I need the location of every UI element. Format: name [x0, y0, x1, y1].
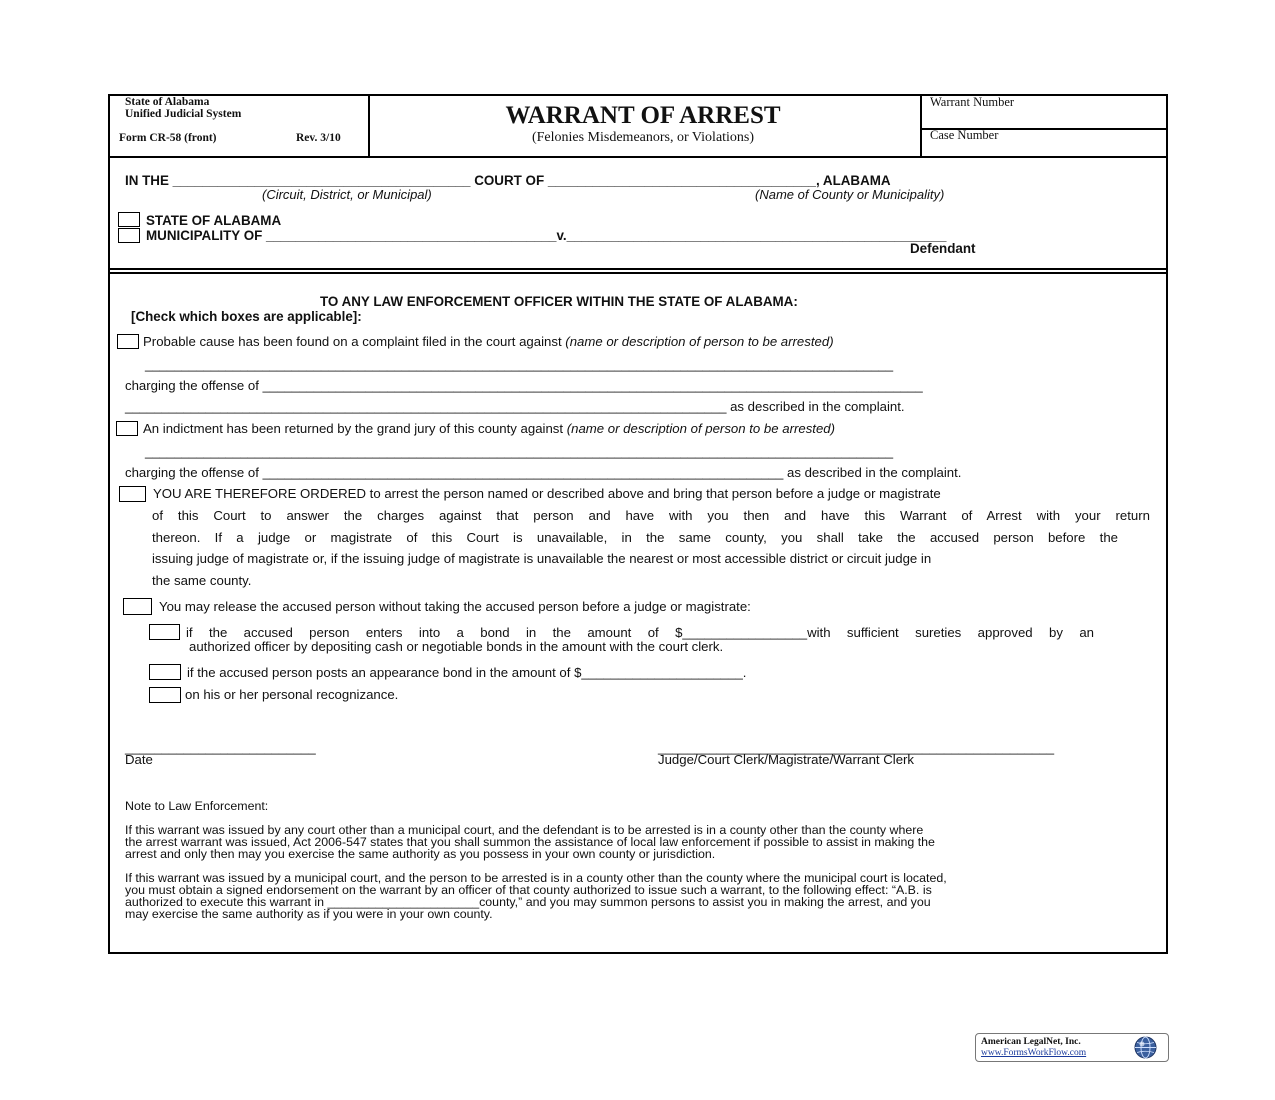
- order-heading: TO ANY LAW ENFORCEMENT OFFICER WITHIN THE STATE OF ALABAMA:: [320, 294, 798, 309]
- release-checkbox[interactable]: [123, 598, 152, 615]
- continuation-blank: __________________________________________________________________________________: [125, 399, 727, 414]
- globe-icon: [1134, 1036, 1157, 1059]
- state-option-label: STATE OF ALABAMA: [146, 213, 282, 228]
- note-p1-line1: If this warrant was issued by any court other than a municipal court, and the defendant is to be arrested is in a county other than the county where: [125, 823, 924, 837]
- date-signature-line[interactable]: __________________________: [125, 740, 316, 755]
- charging-line-1[interactable]: charging the offense of __________________________________________________________________________________________: [125, 378, 923, 393]
- probable-cause-checkbox[interactable]: [117, 334, 139, 349]
- logo-company: American LegalNet, Inc.: [981, 1037, 1081, 1047]
- bond-line-2: authorized officer by depositing cash or negotiable bonds in the amount with the court clerk.: [189, 639, 724, 654]
- charging-continuation-line[interactable]: [125, 399, 905, 414]
- note-p2-line2: you must obtain a signed endorsement on the warrant by an officer of that county authorized to issue such a warrant, to the following effect: “A.B. is: [125, 883, 932, 897]
- note-p1-line2: the arrest warrant was issued, Act 2006-547 states that you shall summon the assistance of local law enforcement if possible to assist in making the: [125, 835, 935, 849]
- court-section-divider-2: [110, 272, 1166, 274]
- as-described-1: as described in the complaint.: [730, 399, 905, 414]
- state-of-alabama-checkbox[interactable]: [118, 212, 140, 227]
- municipality-line[interactable]: MUNICIPALITY OF _______________________________________v.___________________________________________________: [146, 228, 947, 243]
- form-subtitle: (Felonies Misdemeanors, or Violations): [531, 130, 755, 145]
- check-instruction: [Check which boxes are applicable]:: [131, 309, 362, 324]
- form-title: WARRANT OF ARREST: [505, 102, 781, 129]
- header-right-divider: [920, 96, 922, 157]
- note-p2-line4: may exercise the same authority as if you were in your own county.: [125, 907, 493, 921]
- recognizance-checkbox[interactable]: [149, 687, 181, 703]
- header-divider: [110, 156, 1166, 158]
- bond-line-1[interactable]: if the accused person enters into a bond in the amount of $_________________with sufficient sureties approved by an: [186, 625, 1094, 640]
- indictment-checkbox[interactable]: [116, 421, 138, 436]
- state-label: State of Alabama: [125, 96, 210, 108]
- formsworkflow-logo[interactable]: [975, 1033, 1169, 1062]
- ordered-checkbox[interactable]: [119, 486, 146, 502]
- judge-label: Judge/Court Clerk/Magistrate/Warrant Clerk: [658, 752, 915, 767]
- appearance-bond-checkbox[interactable]: [149, 664, 181, 680]
- ordered-line-2: of this Court to answer the charges against that person and have with you then and have this Warrant of Arrest with your return: [152, 508, 1150, 523]
- defendant-label: Defendant: [910, 241, 976, 256]
- appearance-bond-text[interactable]: if the accused person posts an appearance bond in the amount of $______________________.: [187, 665, 747, 680]
- logo-url[interactable]: www.FormsWorkFlow.com: [981, 1048, 1087, 1058]
- case-number-label: Case Number: [930, 128, 999, 142]
- charging-line-2-row[interactable]: [125, 465, 961, 480]
- probable-cause-label: Probable cause has been found on a complaint filed in the court against: [143, 334, 562, 349]
- date-label: Date: [125, 752, 153, 767]
- form-id: Form CR-58 (front): [119, 132, 217, 144]
- person-hint-2: (name or description of person to be arrested): [566, 421, 836, 436]
- county-hint: (Name of County or Municipality): [755, 187, 945, 202]
- indictment-text: [143, 421, 835, 436]
- warrant-number-label: Warrant Number: [930, 95, 1015, 109]
- court-line[interactable]: IN THE ________________________________________ COURT OF ____________________________________, ALABAMA: [125, 173, 891, 188]
- judge-signature-line[interactable]: ______________________________________________________: [658, 740, 1055, 755]
- recognizance-text: on his or her personal recognizance.: [185, 687, 399, 702]
- ordered-line-5: the same county.: [152, 573, 252, 588]
- bond-checkbox[interactable]: [149, 624, 180, 640]
- note-p1-line3: arrest and only then may you exercise the same authority as you possess in your own county or jurisdiction.: [125, 847, 716, 861]
- ordered-line-3: thereon. If a judge or magistrate of this Court is unavailable, in the same county, you shall take the accused person before the: [152, 530, 1118, 545]
- as-described-2: as described in the complaint.: [787, 465, 962, 480]
- person-name-line-1[interactable]: ______________________________________________________________________________________________________: [145, 357, 894, 372]
- ordered-line-4: issuing judge of magistrate or, if the issuing judge of magistrate is unavailable the nearest or most accessible district or circuit judge in: [152, 551, 932, 566]
- indictment-label: An indictment has been returned by the grand jury of this county against: [143, 421, 564, 436]
- ordered-line-1: YOU ARE THEREFORE ORDERED to arrest the person named or described above and bring that person before a judge or magistrate: [153, 486, 941, 501]
- municipality-checkbox[interactable]: [118, 228, 140, 243]
- court-type-hint: (Circuit, District, or Municipal): [262, 187, 432, 202]
- person-name-line-2[interactable]: ______________________________________________________________________________________________________: [145, 444, 894, 459]
- charging-line-2: charging the offense of _______________________________________________________________________: [125, 465, 784, 480]
- court-section-divider-1: [110, 268, 1166, 270]
- note-p2-line3: authorized to execute this warrant in ______________________county,” and you may summon persons to assist you in making the arrest, and you: [125, 895, 931, 909]
- system-label: Unified Judicial System: [125, 108, 242, 120]
- revision: Rev. 3/10: [296, 132, 341, 144]
- person-hint-1: (name or description of person to be arrested): [565, 334, 834, 349]
- note-p2-line1: If this warrant was issued by a municipal court, and the person to be arrested is in a county other than the county where the municipal court is located,: [125, 871, 947, 885]
- probable-cause-text: [143, 334, 834, 349]
- release-intro: You may release the accused person without taking the accused person before a judge or magistrate:: [159, 599, 751, 614]
- note-heading: Note to Law Enforcement:: [125, 799, 269, 813]
